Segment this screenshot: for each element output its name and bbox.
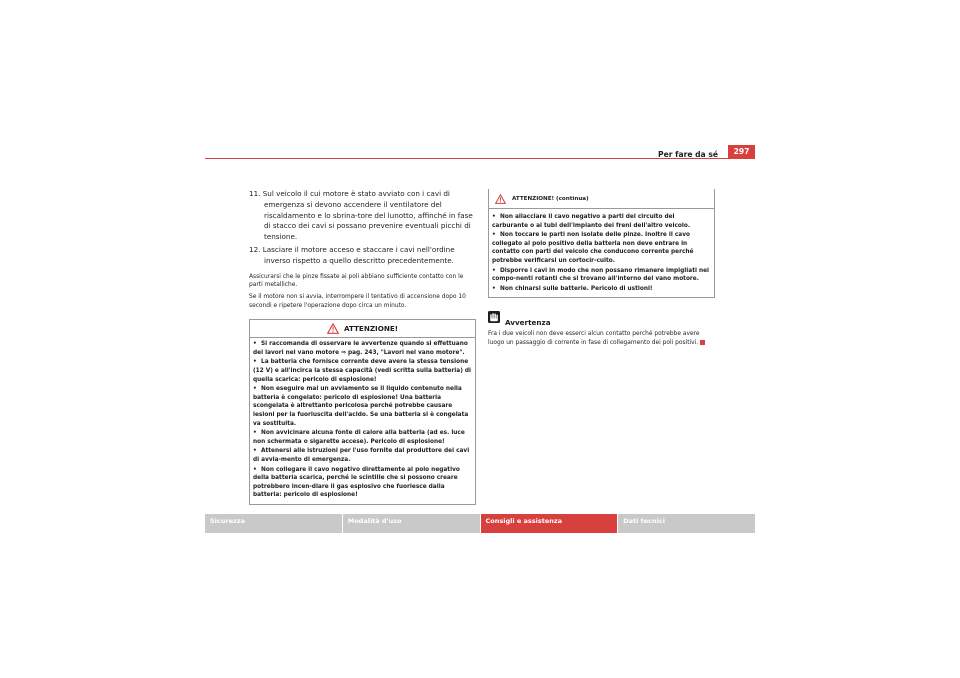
warning-header <box>250 320 475 338</box>
step-12: 12. Lasciare il motore acceso e staccare i cavi nell'ordine inverso rispetto a quello descritto precedentemente. <box>249 244 455 265</box>
page-number: 297 <box>728 145 755 159</box>
warning-item: • Si raccomanda di osservare le avvertenze quando si effettuano dei lavori nel vano motore ⇒ pag. 243, "Lavori nel vano motore". <box>253 341 468 356</box>
warning-triangle-icon <box>495 189 506 208</box>
bullet: • <box>253 430 257 437</box>
warning-item: • La batteria che fornisce corrente deve avere la stessa tensione (12 V) e all'incirca la stessa capacità (vedi scritta sulla batteria) di quella scarica: pericolo di esplosione! <box>253 359 471 383</box>
bullet: • <box>253 466 257 473</box>
footer-nav <box>205 514 755 533</box>
paragraph-retry: Se il motore non si avvia, interrompere il tentativo di accensione dopo 10 secondi e ripetere l'operazione dopo circa un minuto. <box>249 294 466 310</box>
left-column <box>249 189 476 505</box>
bullet: • <box>492 214 496 220</box>
bullet: • <box>492 285 496 292</box>
step-11: 11. Sul veicolo il cui motore è stato avviato con i cavi di emergenza si devono accendere il ventilatore del riscaldamento e lo sbrina-tore del lunotto, affinché in fase di stacco dei cavi si possano prevenire eventuali picchi di tensione. <box>249 189 473 242</box>
warning-triangle-icon <box>327 319 339 338</box>
footer-tab-consigli-assistenza[interactable]: Consigli e assistenza <box>481 514 618 533</box>
warning-continued-box <box>488 189 715 298</box>
bullet: • <box>492 267 496 274</box>
note-header <box>488 308 715 327</box>
warning-item: • Non toccare le parti non isolate delle pinze. Inoltre il cavo collegato al polo positivo della batteria non deve entrare in contatto con parti del veicolo che conducono corrente perché potrebbe verificarsi un cortocir-cuito. <box>492 232 694 264</box>
page-title: Per fare da sé <box>658 150 718 159</box>
warning-title: ATTENZIONE! <box>343 324 399 334</box>
warning-item: • Non eseguire mai un avviamento se il liquido contenuto nella batteria è congelato: pericolo di esplosione! Una batteria scongelata è altrettanto pericolosa perché potrebbe causare lesioni per la fuoriuscita dell'acido. Se una batteria si è congelata va sostituita. <box>253 386 469 427</box>
bullet: • <box>253 359 257 366</box>
footer-tab-sicurezza[interactable]: Sicurezza <box>205 514 342 533</box>
warning-item: • Disporre i cavi in modo che non possano rimanere impigliati nei compo-nenti rotanti che si trovano all'interno del vano motore. <box>492 267 710 283</box>
warning-item: • Non allacciare il cavo negativo a parti del circuito del carburante o ai tubi dell'impianto dei freni dell'altro veicolo. <box>492 214 691 229</box>
warning-continued-header <box>489 189 714 209</box>
warning-continued-title: ATTENZIONE! (continua) <box>512 195 589 202</box>
warning-item: • Attenersi alle istruzioni per l'uso fornite dal produttore dei cavi di avvia-mento di emergenza. <box>253 448 470 463</box>
bullet: • <box>492 232 496 239</box>
warning-item: • Non avvicinare alcuna fonte di calore alla batteria (ad es. luce non schermata o sigarette accese). Pericolo di esplosione! <box>253 430 465 445</box>
footer-tab-dati-tecnici[interactable]: Dati tecnici <box>618 514 755 533</box>
warning-item: • Non chinarsi sulle batterie. Pericolo di ustioni! <box>492 285 653 292</box>
paragraph-contact: Assicurarsi che le pinze fissate ai poli abbiano sufficiente contatto con le parti metalliche. <box>249 273 464 289</box>
right-column <box>488 189 715 348</box>
warning-box <box>249 319 476 505</box>
info-note-icon <box>488 308 500 327</box>
bullet: • <box>253 448 257 455</box>
section-end-marker <box>700 340 705 345</box>
bullet: • <box>253 386 257 393</box>
footer-tab-modalita-uso[interactable]: Modalità d'uso <box>343 514 480 533</box>
note-title: Avvertenza <box>505 318 551 328</box>
note-text: Fra i due veicoli non deve esserci alcun contatto perché potrebbe avere luogo un passaggio di corrente in fase di collegamento dei poli positivi. <box>488 330 715 348</box>
bullet: • <box>253 341 257 348</box>
warning-item: • Non collegare il cavo negativo direttamente al polo negativo della batteria scarica, perché le scintille che si possono creare potrebbero incen-diare il gas esplosivo che fuoriesce dalla batteria: pericolo di esplosione! <box>253 466 460 499</box>
